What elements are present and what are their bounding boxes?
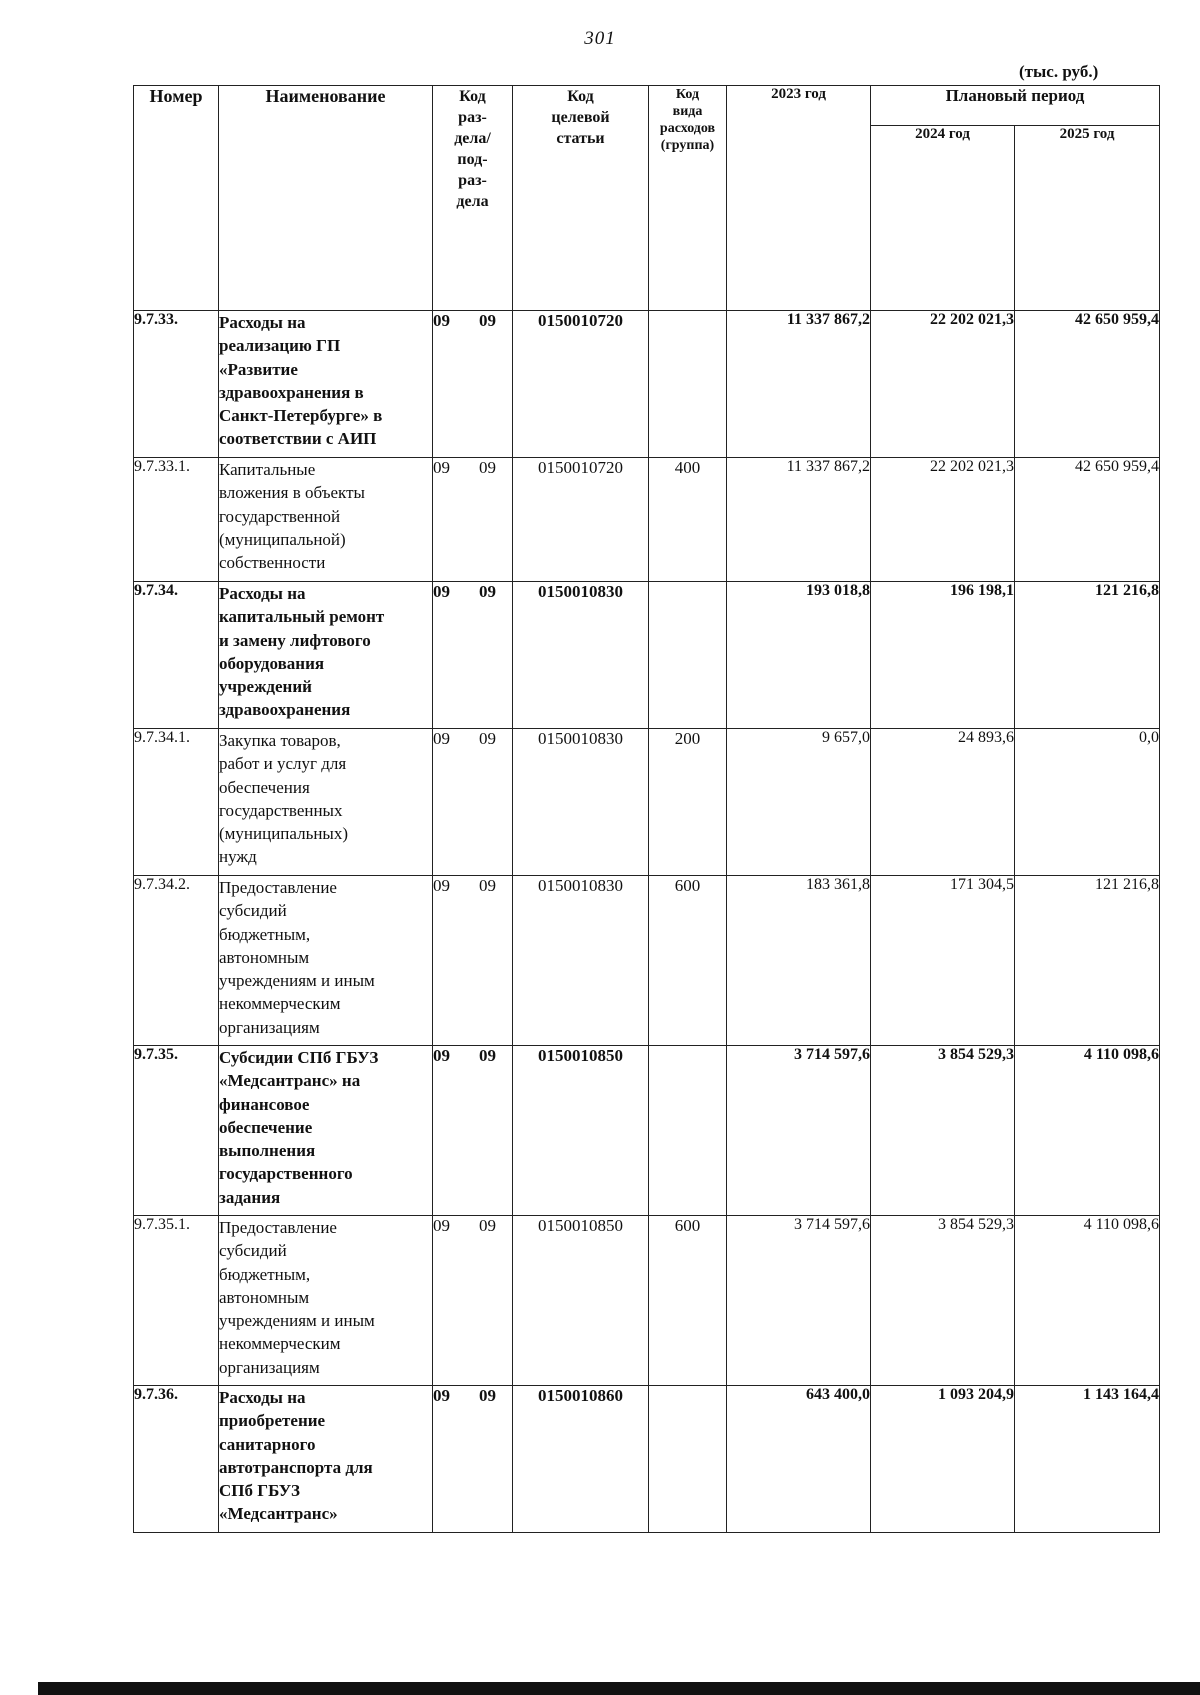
row-section-code [433, 458, 513, 582]
row-target-code: 0150010830 [513, 729, 649, 876]
table-body [134, 311, 1160, 1533]
row-expense-group [649, 1386, 727, 1533]
table-row [134, 311, 1160, 458]
row-amount-2025: 1 143 164,4 [1015, 1386, 1160, 1533]
section-code: 09 [433, 458, 450, 477]
row-expense-group: 600 [649, 1216, 727, 1386]
row-section-code [433, 311, 513, 458]
row-amount-2025: 4 110 098,6 [1015, 1216, 1160, 1386]
row-amount-2024: 1 093 204,9 [871, 1386, 1015, 1533]
row-amount-2024: 196 198,1 [871, 582, 1015, 729]
row-number: 9.7.36. [134, 1386, 219, 1533]
subsection-code: 09 [479, 582, 496, 601]
row-expense-group [649, 311, 727, 458]
row-expense-group: 200 [649, 729, 727, 876]
header-year-2025: 2025 год [1015, 125, 1160, 310]
table-row [134, 458, 1160, 582]
header-target-code: Код целевой статьи [513, 86, 649, 311]
row-number: 9.7.34. [134, 582, 219, 729]
row-name: Расходы на приобретение санитарного автотранспорта для СПб ГБУЗ «Медсантранс» [219, 1386, 433, 1533]
row-amount-2025: 4 110 098,6 [1015, 1046, 1160, 1216]
row-number: 9.7.35.1. [134, 1216, 219, 1386]
row-number: 9.7.35. [134, 1046, 219, 1216]
subsection-code: 09 [479, 458, 496, 477]
row-section-code [433, 1216, 513, 1386]
page-number: 301 [584, 28, 616, 49]
row-target-code: 0150010850 [513, 1046, 649, 1216]
row-section-code [433, 1046, 513, 1216]
row-expense-group [649, 582, 727, 729]
row-name: Предоставление субсидий бюджетным, автономным учреждениям и иным некоммерческим организациям [219, 1216, 433, 1386]
table-row [134, 1216, 1160, 1386]
row-amount-2025: 42 650 959,4 [1015, 311, 1160, 458]
row-amount-2024: 22 202 021,3 [871, 311, 1015, 458]
header-expense-group: Код вида расходов (группа) [649, 86, 727, 311]
budget-table [133, 85, 1160, 1533]
row-amount-2023: 643 400,0 [727, 1386, 871, 1533]
row-section-code [433, 729, 513, 876]
header-section-code: Код раз- дела/ под- раз- дела [433, 86, 513, 311]
row-target-code: 0150010830 [513, 876, 649, 1046]
header-year-2024: 2024 год [871, 125, 1015, 310]
row-name: Субсидии СПб ГБУЗ «Медсантранс» на финансовое обеспечение выполнения государственного задания [219, 1046, 433, 1216]
row-target-code: 0150010860 [513, 1386, 649, 1533]
row-expense-group: 600 [649, 876, 727, 1046]
section-code: 09 [433, 1046, 450, 1065]
row-amount-2025: 121 216,8 [1015, 582, 1160, 729]
subsection-code: 09 [479, 311, 496, 330]
units-label: (тыс. руб.) [1019, 62, 1099, 81]
row-name: Расходы на капитальный ремонт и замену лифтового оборудования учреждений здравоохранения [219, 582, 433, 729]
row-section-code [433, 876, 513, 1046]
row-amount-2023: 3 714 597,6 [727, 1216, 871, 1386]
section-code: 09 [433, 582, 450, 601]
row-section-code [433, 582, 513, 729]
row-target-code: 0150010830 [513, 582, 649, 729]
row-amount-2023: 193 018,8 [727, 582, 871, 729]
subsection-code: 09 [479, 1046, 496, 1065]
row-amount-2024: 3 854 529,3 [871, 1046, 1015, 1216]
table-row [134, 1386, 1160, 1533]
row-amount-2024: 3 854 529,3 [871, 1216, 1015, 1386]
row-name: Предоставление субсидий бюджетным, автономным учреждениям и иным некоммерческим организациям [219, 876, 433, 1046]
row-name: Закупка товаров, работ и услуг для обеспечения государственных (муниципальных) нужд [219, 729, 433, 876]
subsection-code: 09 [479, 876, 496, 895]
section-code: 09 [433, 876, 450, 895]
section-code: 09 [433, 311, 450, 330]
row-expense-group [649, 1046, 727, 1216]
row-amount-2024: 171 304,5 [871, 876, 1015, 1046]
header-name: Наименование [219, 86, 433, 311]
scan-edge-bar [38, 1682, 1200, 1695]
row-amount-2024: 22 202 021,3 [871, 458, 1015, 582]
row-amount-2025: 42 650 959,4 [1015, 458, 1160, 582]
row-amount-2023: 3 714 597,6 [727, 1046, 871, 1216]
row-number: 9.7.34.1. [134, 729, 219, 876]
table-row [134, 582, 1160, 729]
header-year-2023: 2023 год [727, 86, 871, 311]
row-amount-2023: 11 337 867,2 [727, 458, 871, 582]
row-amount-2024: 24 893,6 [871, 729, 1015, 876]
subsection-code: 09 [479, 729, 496, 748]
section-code: 09 [433, 1386, 450, 1405]
row-number: 9.7.34.2. [134, 876, 219, 1046]
row-section-code [433, 1386, 513, 1533]
header-number: Номер [134, 86, 219, 311]
table-row [134, 876, 1160, 1046]
row-amount-2023: 9 657,0 [727, 729, 871, 876]
section-code: 09 [433, 729, 450, 748]
row-target-code: 0150010720 [513, 458, 649, 582]
row-target-code: 0150010720 [513, 311, 649, 458]
row-number: 9.7.33.1. [134, 458, 219, 582]
row-number: 9.7.33. [134, 311, 219, 458]
row-name: Расходы на реализацию ГП «Развитие здравоохранения в Санкт-Петербурге» в соответствии с АИП [219, 311, 433, 458]
header-planning-period: Плановый период [871, 86, 1160, 126]
row-amount-2025: 0,0 [1015, 729, 1160, 876]
section-code: 09 [433, 1216, 450, 1235]
row-amount-2025: 121 216,8 [1015, 876, 1160, 1046]
row-amount-2023: 183 361,8 [727, 876, 871, 1046]
row-name: Капитальные вложения в объекты государственной (муниципальной) собственности [219, 458, 433, 582]
row-expense-group: 400 [649, 458, 727, 582]
subsection-code: 09 [479, 1386, 496, 1405]
table-row [134, 729, 1160, 876]
row-target-code: 0150010850 [513, 1216, 649, 1386]
subsection-code: 09 [479, 1216, 496, 1235]
row-amount-2023: 11 337 867,2 [727, 311, 871, 458]
table-row [134, 1046, 1160, 1216]
